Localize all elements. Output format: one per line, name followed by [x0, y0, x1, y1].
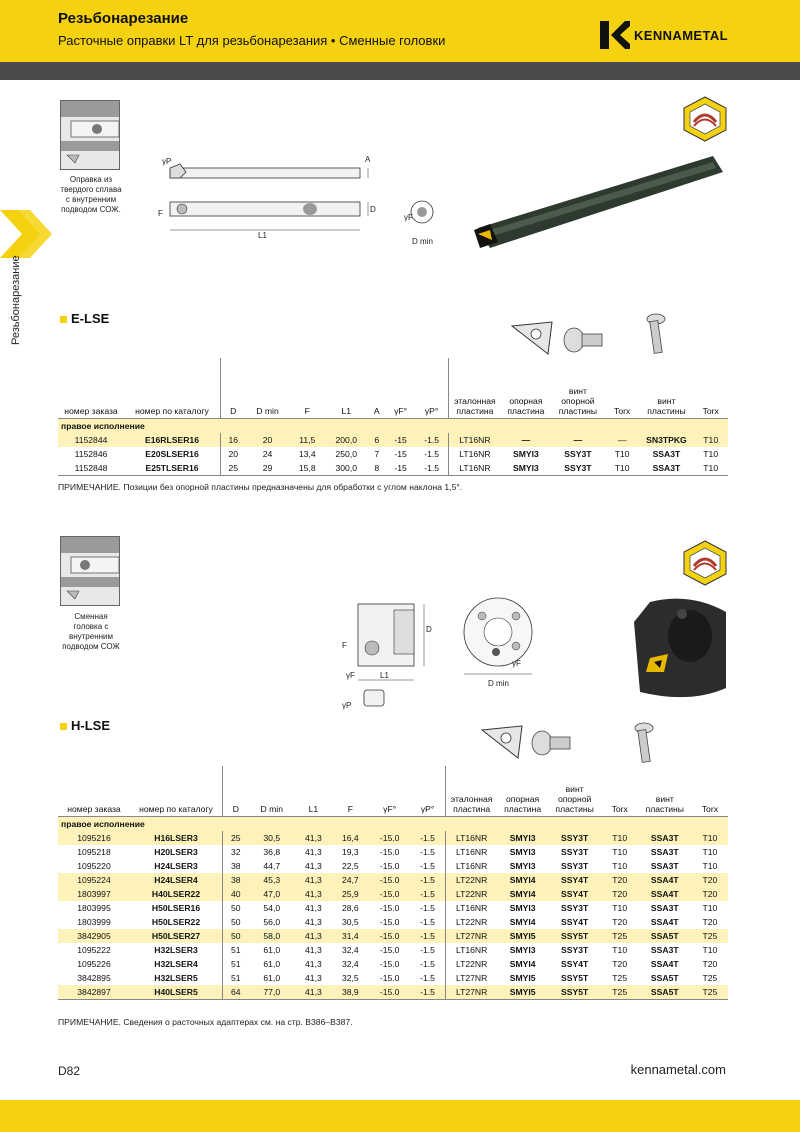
- table-cell: -15.0: [379, 959, 400, 969]
- bar-section-thumbnail: [60, 100, 120, 170]
- col-header: Torx: [605, 358, 640, 419]
- svg-text:γF: γF: [404, 213, 413, 222]
- table-cell: H32LSER5: [154, 973, 198, 983]
- table-cell: T10: [692, 831, 728, 845]
- page-title: Резьбонарезание: [58, 10, 189, 27]
- table-cell: 45,3: [249, 873, 295, 887]
- col-header: винт пластины: [638, 766, 692, 817]
- shim-screw-icon: [562, 325, 604, 355]
- table-cell: T25: [692, 985, 728, 1000]
- table-cell: H50LSER27: [130, 929, 223, 943]
- table-cell: H40LSER5: [130, 985, 223, 1000]
- table-cell: 41,3: [295, 873, 332, 887]
- table-cell: 1095222: [77, 945, 111, 955]
- table-cell: 36,8: [263, 847, 281, 857]
- col-header: D min: [245, 358, 289, 419]
- table-cell: 19,3: [341, 847, 359, 857]
- table-cell: T20: [692, 887, 728, 901]
- table-cell: SMYI3: [509, 903, 536, 913]
- table-cell: 61,0: [263, 959, 281, 969]
- table-cell: T10: [612, 861, 628, 871]
- threading-head-photo: [630, 592, 730, 704]
- table-cell: SSY3T: [561, 847, 589, 857]
- table-cell: LT16NR: [445, 901, 498, 915]
- table-cell: -1.5: [420, 847, 435, 857]
- table-cell: 32,5: [341, 973, 359, 983]
- table-cell: 25,9: [332, 887, 369, 901]
- col-header: D: [223, 766, 249, 817]
- table-cell: SSA4T: [638, 887, 692, 901]
- table-row: [58, 901, 728, 915]
- table-cell: SSY3T: [561, 945, 589, 955]
- table-cell: T20: [612, 959, 628, 969]
- side-section-label: Резьбонарезание: [10, 255, 22, 345]
- table-cell: SSA3T: [650, 861, 679, 871]
- col-header: номер заказа: [58, 358, 124, 419]
- table-cell: SSA3T: [638, 831, 692, 845]
- table-cell: -1.5: [410, 929, 445, 943]
- table-row: 1152846 E20SLSER16 20 24 13,4 250,0 7 -15 -1.5 LT16NR SMYI3 SSY3T T10 SSA3T T10: [74, 449, 719, 459]
- table-cell: SMYI4: [498, 887, 548, 901]
- table-cell: SMYI4: [498, 873, 548, 887]
- svg-text:D: D: [370, 205, 376, 214]
- table-row: [58, 845, 728, 859]
- table-cell: H24LSER4: [130, 873, 223, 887]
- table-cell: T20: [602, 887, 638, 901]
- table-cell: SMYI5: [498, 929, 548, 943]
- table-cell: 3842897: [58, 985, 130, 1000]
- col-header: опорная пластина: [498, 766, 548, 817]
- table-cell: SSA3T: [650, 945, 679, 955]
- table-cell: 77,0: [249, 985, 295, 1000]
- table-cell: 47,0: [249, 887, 295, 901]
- table-cell: 24,7: [332, 873, 369, 887]
- table-row: [58, 943, 728, 957]
- col-header: A: [368, 358, 386, 419]
- table-row: [58, 971, 728, 985]
- table-cell: 38,9: [332, 985, 369, 1000]
- table-cell: T10: [612, 903, 628, 913]
- table-cell: H24LSER3: [154, 861, 198, 871]
- head-section-thumbnail: [60, 536, 120, 606]
- col-header: F: [332, 766, 369, 817]
- table-cell: -1.5: [410, 887, 445, 901]
- table-cell: SMYI4: [509, 917, 536, 927]
- svg-text:γP: γP: [342, 701, 352, 710]
- table-cell: 41,3: [295, 887, 332, 901]
- side-chevron-icon: [0, 210, 52, 258]
- svg-text:A: A: [365, 155, 371, 164]
- table-cell: 41,3: [305, 861, 322, 871]
- table-cell: LT27NR: [445, 985, 498, 1000]
- table-row: [58, 873, 728, 887]
- website-link[interactable]: kennametal.com: [630, 1062, 726, 1077]
- table-cell: SSA3T: [650, 847, 679, 857]
- table-cell: 32: [223, 845, 249, 859]
- table-cell: T20: [702, 959, 718, 969]
- table-cell: 41,3: [305, 945, 322, 955]
- col-header: D: [221, 358, 246, 419]
- svg-text:L1: L1: [380, 671, 389, 680]
- kennametal-logo[interactable]: [600, 20, 728, 50]
- section-h-lse-title: H-LSE: [60, 718, 110, 733]
- table-cell: SMYI5: [498, 985, 548, 1000]
- col-header: винт опорной пластины: [551, 358, 605, 419]
- table-cell: 38: [223, 873, 249, 887]
- table-cell: T10: [602, 831, 638, 845]
- table-cell: SSA4T: [650, 959, 679, 969]
- table-cell: SSY3T: [548, 831, 602, 845]
- table-cell: 50: [223, 901, 249, 915]
- table-cell: H32LSER3: [154, 945, 198, 955]
- table-cell: LT22NR: [445, 887, 498, 901]
- table-cell: 41,3: [295, 929, 332, 943]
- table-cell: 61,0: [263, 945, 281, 955]
- table-cell: 54,0: [263, 903, 281, 913]
- table-cell: 1803999: [77, 917, 111, 927]
- table-cell: T10: [702, 861, 718, 871]
- table-cell: 44,7: [263, 861, 281, 871]
- table-cell: 41,3: [305, 917, 322, 927]
- svg-text:γF: γF: [512, 659, 521, 668]
- table-row: [58, 859, 728, 873]
- col-header: Torx: [693, 358, 728, 419]
- table-cell: H50LSER16: [151, 903, 201, 913]
- table-cell: -15.0: [379, 973, 400, 983]
- table-cell: SSA4T: [638, 873, 692, 887]
- logo-text: KENNAMETAL: [633, 27, 728, 43]
- svg-text:D min: D min: [412, 237, 433, 246]
- table-cell: SSY5T: [548, 985, 602, 1000]
- figure2-caption: Сменная головка с внутренним подводом СОЖ: [62, 612, 120, 651]
- table-cell: -1.5: [420, 945, 435, 955]
- table-cell: LT16NR: [445, 831, 498, 845]
- table-row: [58, 929, 728, 943]
- table-cell: SSY3T: [561, 861, 589, 871]
- svg-text:γF: γF: [346, 671, 355, 680]
- table-row: 1152848 E25TLSER16 25 29 15,8 300,0 8 -15 -1.5 LT16NR SMYI3 SSY3T T10 SSA3T T10: [58, 461, 728, 476]
- table-cell: 32,4: [341, 959, 359, 969]
- col-header: номер по каталогу: [130, 766, 223, 817]
- table-cell: 1095216: [58, 831, 130, 845]
- table-row: [58, 985, 728, 1000]
- table-cell: H50LSER22: [151, 917, 201, 927]
- table-cell: T20: [612, 917, 628, 927]
- table-cell: 1095224: [58, 873, 130, 887]
- insert-screw-icon: [646, 313, 674, 357]
- table-cell: T25: [602, 985, 638, 1000]
- svg-text:γP: γP: [162, 157, 172, 166]
- table-cell: 30,5: [249, 831, 295, 845]
- table-cell: 58,0: [249, 929, 295, 943]
- table-cell: 51: [223, 971, 249, 985]
- table-cell: 32,4: [341, 945, 359, 955]
- table-cell: -15.0: [379, 945, 400, 955]
- table-row: 1152844 E16RLSER16 16 20 11,5 200,0 6 -15 -1.5 LT16NR — — — SN3TPKG T10: [58, 433, 728, 447]
- figure1-caption: Оправка из твердого сплава с внутренним подводом СОЖ.: [60, 175, 122, 214]
- table-cell: LT16NR: [445, 845, 498, 859]
- svg-text:F: F: [158, 209, 163, 218]
- table-cell: 31,4: [332, 929, 369, 943]
- table-cell: 40: [223, 887, 249, 901]
- shim-icon: [478, 722, 528, 762]
- col-header: D min: [249, 766, 295, 817]
- table-cell: -15.0: [369, 985, 411, 1000]
- table-cell: 1803997: [58, 887, 130, 901]
- svg-text:L1: L1: [258, 231, 267, 240]
- svg-text:D: D: [426, 625, 432, 634]
- table-cell: 41,3: [305, 973, 322, 983]
- threading-badge-icon: [682, 540, 728, 586]
- table-cell: SMYI3: [498, 831, 548, 845]
- col-header: γP°: [415, 358, 448, 419]
- table-cell: 38: [223, 859, 249, 873]
- table-cell: SMYI4: [509, 959, 536, 969]
- col-header: номер заказа: [58, 766, 130, 817]
- col-header: винт опорной пластины: [548, 766, 602, 817]
- table-cell: T10: [612, 847, 628, 857]
- col-header: эталонная пластина: [448, 358, 501, 419]
- table-cell: -1.5: [410, 831, 445, 845]
- table-cell: SSY4T: [561, 959, 589, 969]
- table-cell: -15.0: [369, 887, 411, 901]
- table-cell: SSY4T: [548, 873, 602, 887]
- table-cell: 41,3: [295, 985, 332, 1000]
- table-cell: SMYI3: [509, 861, 536, 871]
- table-cell: -1.5: [420, 959, 435, 969]
- table-cell: SSY5T: [561, 973, 589, 983]
- table-cell: -1.5: [420, 973, 435, 983]
- table-cell: SSA3T: [650, 903, 679, 913]
- table-cell: 1095218: [77, 847, 111, 857]
- subheader-right-hand: правое исполнение: [58, 817, 728, 832]
- table-cell: 64: [223, 985, 249, 1000]
- head-side-drawing: [338, 596, 438, 716]
- table-cell: -1.5: [420, 861, 435, 871]
- table-cell: 3842905: [58, 929, 130, 943]
- table-cell: SSA5T: [650, 973, 679, 983]
- header-band: [0, 0, 800, 62]
- table-cell: LT16NR: [445, 943, 498, 957]
- table-cell: 50: [223, 915, 249, 929]
- table-cell: -15.0: [379, 847, 400, 857]
- table-cell: LT22NR: [445, 873, 498, 887]
- boring-bar-drawing: [150, 150, 440, 250]
- col-header: опорная пластина: [501, 358, 551, 419]
- col-header: L1: [325, 358, 368, 419]
- table-row: [58, 957, 728, 971]
- h-lse-table: [58, 766, 728, 1000]
- subheader-right-hand: правое исполнение: [58, 419, 728, 434]
- col-header: F: [290, 358, 325, 419]
- table-row: [58, 831, 728, 845]
- table-cell: 22,5: [341, 861, 359, 871]
- table-cell: LT27NR: [445, 971, 498, 985]
- table-cell: -15.0: [369, 873, 411, 887]
- shim-icon: [508, 318, 558, 358]
- table-cell: H20LSER3: [154, 847, 198, 857]
- svg-text:D min: D min: [488, 679, 509, 688]
- table-cell: T10: [702, 903, 718, 913]
- table-cell: -15.0: [369, 929, 411, 943]
- table-cell: SSY5T: [548, 929, 602, 943]
- page-number: D82: [58, 1064, 81, 1078]
- table-cell: 41,3: [305, 847, 322, 857]
- table-cell: 51: [223, 943, 249, 957]
- boring-bar-photo: [468, 150, 728, 260]
- table-cell: T25: [602, 929, 638, 943]
- table-cell: SSA5T: [638, 985, 692, 1000]
- table-cell: SSA5T: [638, 929, 692, 943]
- table-cell: 61,0: [263, 973, 281, 983]
- table-cell: -1.5: [410, 985, 445, 1000]
- section-e-lse-title: E-LSE: [60, 311, 109, 326]
- table-cell: 30,5: [341, 917, 359, 927]
- col-header: Torx: [692, 766, 728, 817]
- table-cell: -15.0: [369, 831, 411, 845]
- table-cell: 41,3: [305, 903, 322, 913]
- shim-screw-icon: [530, 728, 572, 758]
- table-cell: T10: [702, 847, 718, 857]
- table-cell: SSY4T: [561, 917, 589, 927]
- table-row: [58, 887, 728, 901]
- table-cell: 1095220: [77, 861, 111, 871]
- col-header: γF°: [369, 766, 411, 817]
- footer-band: [0, 1100, 800, 1132]
- col-header: γP°: [410, 766, 445, 817]
- table-cell: 41,3: [305, 959, 322, 969]
- table-cell: H16LSER3: [130, 831, 223, 845]
- table-cell: 51: [223, 957, 249, 971]
- h-lse-note: ПРИМЕЧАНИЕ. Сведения о расточных адаптерах см. на стр. B386–B387.: [58, 1017, 353, 1027]
- table-cell: 28,6: [341, 903, 359, 913]
- col-header: винт пластины: [639, 358, 693, 419]
- table-cell: H32LSER4: [154, 959, 198, 969]
- table-cell: -15.0: [379, 917, 400, 927]
- table-cell: T10: [702, 945, 718, 955]
- table-cell: LT16NR: [445, 859, 498, 873]
- table-cell: H40LSER22: [130, 887, 223, 901]
- table-cell: T25: [702, 973, 718, 983]
- table-cell: 56,0: [263, 917, 281, 927]
- table-cell: 41,3: [295, 831, 332, 845]
- svg-text:F: F: [342, 641, 347, 650]
- page-subtitle: Расточные оправки LT для резьбонарезания • Сменные головки: [58, 33, 446, 48]
- table-cell: 25: [223, 831, 249, 845]
- col-header: эталонная пластина: [445, 766, 498, 817]
- table-cell: SMYI3: [509, 847, 536, 857]
- e-lse-note: ПРИМЕЧАНИЕ. Позиции без опорной пластины предназначены для обработки с углом наклона 1,5°.: [58, 482, 463, 492]
- table-cell: 1803995: [77, 903, 111, 913]
- table-cell: T20: [692, 873, 728, 887]
- table-cell: SSY4T: [548, 887, 602, 901]
- table-cell: SMYI3: [509, 945, 536, 955]
- table-cell: T20: [702, 917, 718, 927]
- table-cell: SSA4T: [650, 917, 679, 927]
- kennametal-k-icon: [600, 21, 630, 49]
- table-cell: T25: [692, 929, 728, 943]
- table-cell: 1095226: [77, 959, 111, 969]
- table-cell: 16,4: [332, 831, 369, 845]
- table-cell: LT27NR: [445, 929, 498, 943]
- table-cell: 3842895: [77, 973, 111, 983]
- table-cell: SSY3T: [561, 903, 589, 913]
- header-grey-band: [0, 62, 800, 80]
- col-header: L1: [295, 766, 332, 817]
- table-cell: 50: [223, 929, 249, 943]
- threading-badge-icon: [682, 96, 728, 142]
- table-cell: -15.0: [379, 903, 400, 913]
- table-cell: -1.5: [410, 873, 445, 887]
- table-cell: T25: [612, 973, 628, 983]
- insert-screw-icon: [634, 722, 662, 766]
- table-cell: -1.5: [420, 917, 435, 927]
- table-cell: -15.0: [379, 861, 400, 871]
- table-cell: T10: [612, 945, 628, 955]
- table-cell: SMYI5: [509, 973, 536, 983]
- table-cell: LT22NR: [445, 915, 498, 929]
- head-front-drawing: [460, 594, 540, 690]
- col-header: γF°: [386, 358, 415, 419]
- col-header: Torx: [602, 766, 638, 817]
- table-row: [58, 915, 728, 929]
- table-cell: LT22NR: [445, 957, 498, 971]
- col-header: номер по каталогу: [124, 358, 221, 419]
- e-lse-table: [58, 358, 728, 476]
- table-cell: -1.5: [420, 903, 435, 913]
- table-cell: T20: [602, 873, 638, 887]
